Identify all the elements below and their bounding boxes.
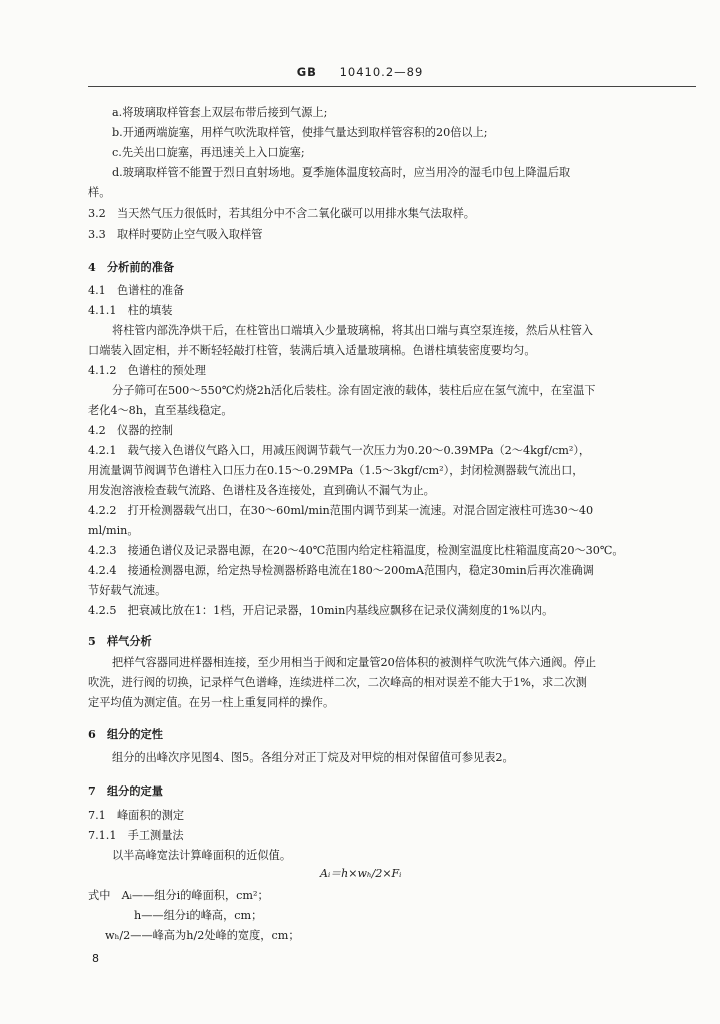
section-5-heading: 5 样气分析 xyxy=(88,634,152,648)
clause-4-2: 4.2 仪器的控制 xyxy=(88,424,173,437)
clause-4-2-3: 4.2.3 接通色谱仪及记录器电源，在20～40℃范围内给定柱箱温度，检测室温度比柱箱温度高20～30℃。 xyxy=(88,544,624,557)
step-c: c.先关出口旋塞，再迅速关上入口旋塞; xyxy=(112,146,305,159)
para-5-c: 定平均值为测定值。在另一柱上重复同样的操作。 xyxy=(88,696,335,709)
para-4-1-2-b: 老化4～8h，直至基线稳定。 xyxy=(88,404,233,417)
clause-4-2-5: 4.2.5 把衰减比放在1：1档，开启记录器，10min内基线应飘移在记录仪满刻度的1%以内。 xyxy=(88,604,554,617)
clause-4-2-1-b: 用流量调节阀调节色谱柱入口压力在0.15～0.29MPa（1.5～3kgf/cm²），封闭检测器载气流出口， xyxy=(88,464,584,477)
para-6: 组分的出峰次序见图4、图5。各组分对正丁烷及对甲烷的相对保留值可参见表2。 xyxy=(112,751,514,764)
section-7-heading: 7 组分的定量 xyxy=(88,784,163,798)
legend-w: wₕ/2——峰高为h/2处峰的宽度，cm； xyxy=(105,929,300,942)
step-d: d.玻璃取样管不能置于烈日直射场地。夏季施体温度较高时，应当用冷的湿毛巾包上降温后取 xyxy=(112,166,571,179)
step-d-cont: 样。 xyxy=(88,186,111,199)
standard-prefix: GB xyxy=(296,65,317,79)
clause-4-2-2-b: ml/min。 xyxy=(88,524,139,537)
legend-a: 式中 Aᵢ——组分i的峰面积，cm²； xyxy=(88,889,269,902)
step-a: a.将玻璃取样管套上双层布带后接到气源上; xyxy=(112,106,328,119)
clause-3-3: 3.3 取样时要防止空气吸入取样管 xyxy=(88,228,263,241)
standard-code: 10410.2—89 xyxy=(339,65,424,79)
para-4-1-2-a: 分子筛可在500～550℃灼烧2h活化后装柱。涂有固定液的载体，装柱后应在氢气流中，在室温下 xyxy=(112,384,596,397)
peak-area-formula: Aᵢ＝h×wₕ/2×Fᵢ xyxy=(320,867,402,880)
step-b: b.开通两端旋塞，用样气吹洗取样管，使排气量达到取样管容积的20倍以上; xyxy=(112,126,488,139)
para-4-1-1-a: 将柱管内部洗净烘干后，在柱管出口端填入少量玻璃棉，将其出口端与真空泵连接，然后从柱管入 xyxy=(112,324,594,337)
clause-3-2: 3.2 当天然气压力很低时，若其组分中不含二氧化碳可以用排水集气法取样。 xyxy=(88,207,475,220)
clause-4-2-4-a: 4.2.4 接通检测器电源，给定热导检测器桥路电流在180～200mA范围内，稳定30min后再次准确调 xyxy=(88,564,594,577)
para-5-a: 把样气容器同进样器相连接，至少用相当于阀和定量管20倍体积的被测样气吹洗气体六通阀。停止 xyxy=(112,656,597,669)
clause-4-1: 4.1 色谱柱的准备 xyxy=(88,284,185,297)
clause-4-1-1: 4.1.1 柱的填装 xyxy=(88,304,173,317)
page-header xyxy=(0,65,720,79)
clause-4-2-1-c: 用发泡溶液检查载气流路、色谱柱及各连接处，直到确认不漏气为止。 xyxy=(88,484,435,497)
para-7-1-1: 以半高峰宽法计算峰面积的近似值。 xyxy=(112,849,292,862)
section-6-heading: 6 组分的定性 xyxy=(88,727,163,741)
header-rule xyxy=(88,86,696,87)
para-4-1-1-b: 口端装入固定相，并不断轻轻敲打柱管，装满后填入适量玻璃棉。色谱柱填装密度要均匀。 xyxy=(88,344,536,357)
para-5-b: 吹洗，进行阀的切换，记录样气色谱峰，连续进样二次，二次峰高的相对误差不能大于1%，求二次测 xyxy=(88,676,587,689)
legend-h: h——组分i的峰高，cm； xyxy=(134,909,263,922)
clause-7-1-1: 7.1.1 手工测量法 xyxy=(88,829,184,842)
clause-4-2-1-a: 4.2.1 载气接入色谱仪气路入口，用减压阀调节载气一次压力为0.20～0.39MPa（2～4kgf/cm²）， xyxy=(88,444,591,457)
clause-4-2-4-b: 节好载气流速。 xyxy=(88,584,167,597)
clause-7-1: 7.1 峰面积的测定 xyxy=(88,809,185,822)
clause-4-2-2-a: 4.2.2 打开检测器载气出口，在30～60ml/min范围内调节到某一流速。对混合固定液柱可选30～40 xyxy=(88,504,594,517)
page-number: 8 xyxy=(92,952,99,965)
section-4-heading: 4 分析前的准备 xyxy=(88,260,175,274)
clause-4-1-2: 4.1.2 色谱柱的预处理 xyxy=(88,364,206,377)
